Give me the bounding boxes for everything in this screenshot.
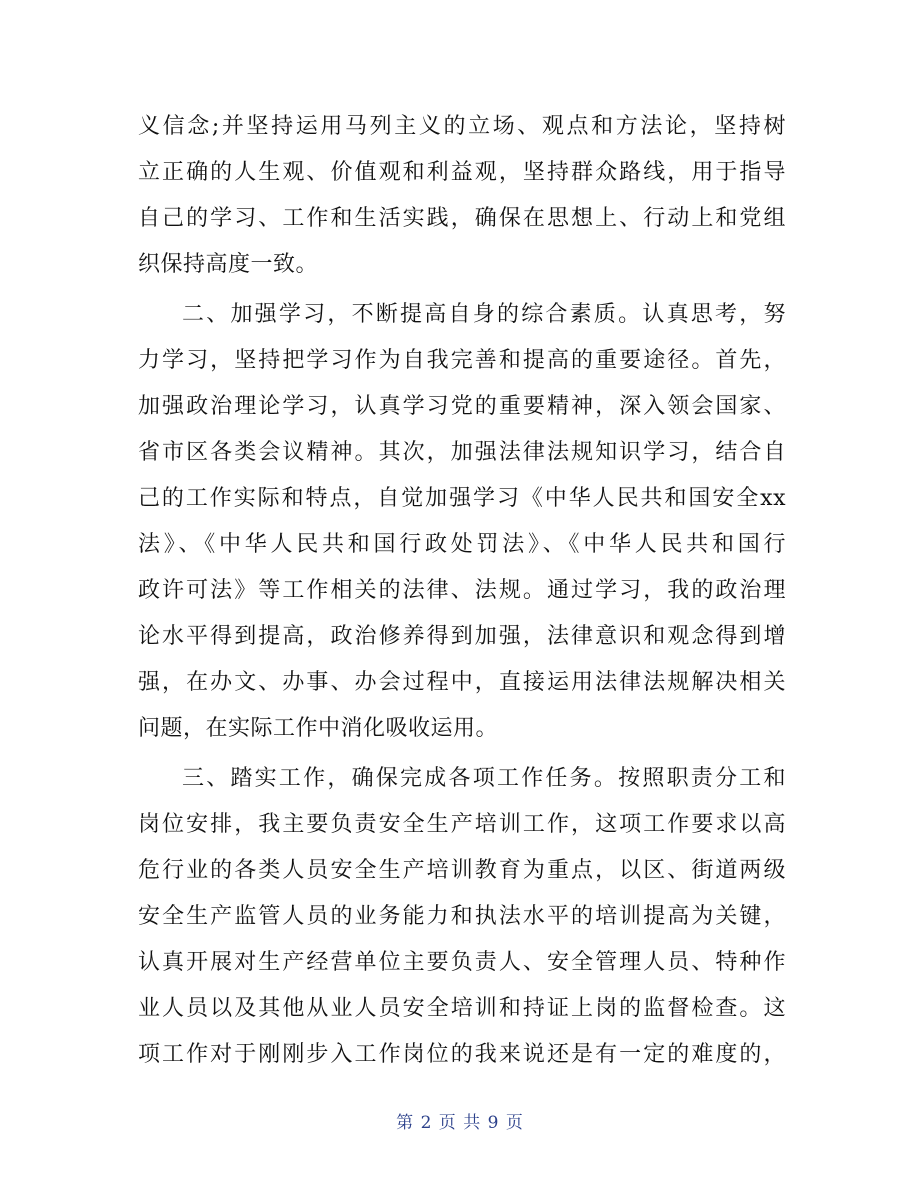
paragraph xyxy=(138,104,786,288)
paragraph-line: 法》、《中华人民共和国行政处罚法》、《中华人民共和国行 xyxy=(138,532,786,557)
paragraph-line: 岗位安排，我主要负责安全生产培训工作，这项工作要求以高 xyxy=(138,812,786,837)
paragraph-line: 危行业的各类人员安全生产培训教育为重点，以区、街道两级 xyxy=(138,858,786,883)
document-body xyxy=(138,104,786,1078)
paragraph-line: 加强政治理论学习，认真学习党的重要精神，深入领会国家、 xyxy=(138,394,786,419)
paragraph-line: 业人员以及其他从业人员安全培训和持证上岗的监督检查。这 xyxy=(138,996,786,1021)
paragraph-line: 立正确的人生观、价值观和利益观，坚持群众路线，用于指导 xyxy=(138,160,786,185)
paragraph-line: 省市区各类会议精神。其次，加强法律法规知识学习，结合自 xyxy=(138,440,786,465)
paragraph-line: 己的工作实际和特点，自觉加强学习《中华人民共和国安全xx xyxy=(138,486,786,511)
paragraph-line: 项工作对于刚刚步入工作岗位的我来说还是有一定的难度的， xyxy=(138,1042,786,1067)
page-number-footer: 第 2 页 共 9 页 xyxy=(396,1113,524,1133)
paragraph-line: 织保持高度一致。 xyxy=(138,252,319,277)
paragraph-line: 力学习，坚持把学习作为自我完善和提高的重要途径。首先， xyxy=(138,348,786,373)
paragraph-line: 二、加强学习，不断提高自身的综合素质。认真思考，努 xyxy=(182,302,786,327)
paragraph-line: 自己的学习、工作和生活实践，确保在思想上、行动上和党组 xyxy=(138,206,786,231)
paragraph-line: 政许可法》等工作相关的法律、法规。通过学习，我的政治理 xyxy=(138,578,786,603)
paragraph xyxy=(138,756,786,1078)
paragraph-line: 安全生产监管人员的业务能力和执法水平的培训提高为关键， xyxy=(138,904,786,929)
paragraph xyxy=(138,292,786,752)
paragraph-line: 认真开展对生产经营单位主要负责人、安全管理人员、特种作 xyxy=(138,950,786,975)
paragraph-line: 问题，在实际工作中消化吸收运用。 xyxy=(138,716,499,741)
paragraph-line: 强，在办文、办事、办会过程中，直接运用法律法规解决相关 xyxy=(138,670,786,695)
paragraph-line: 三、踏实工作，确保完成各项工作任务。按照职责分工和 xyxy=(182,766,786,791)
paragraph-line: 论水平得到提高，政治修养得到加强，法律意识和观念得到增 xyxy=(138,624,786,649)
paragraph-line: 义信念;并坚持运用马列主义的立场、观点和方法论，坚持树 xyxy=(138,114,786,139)
